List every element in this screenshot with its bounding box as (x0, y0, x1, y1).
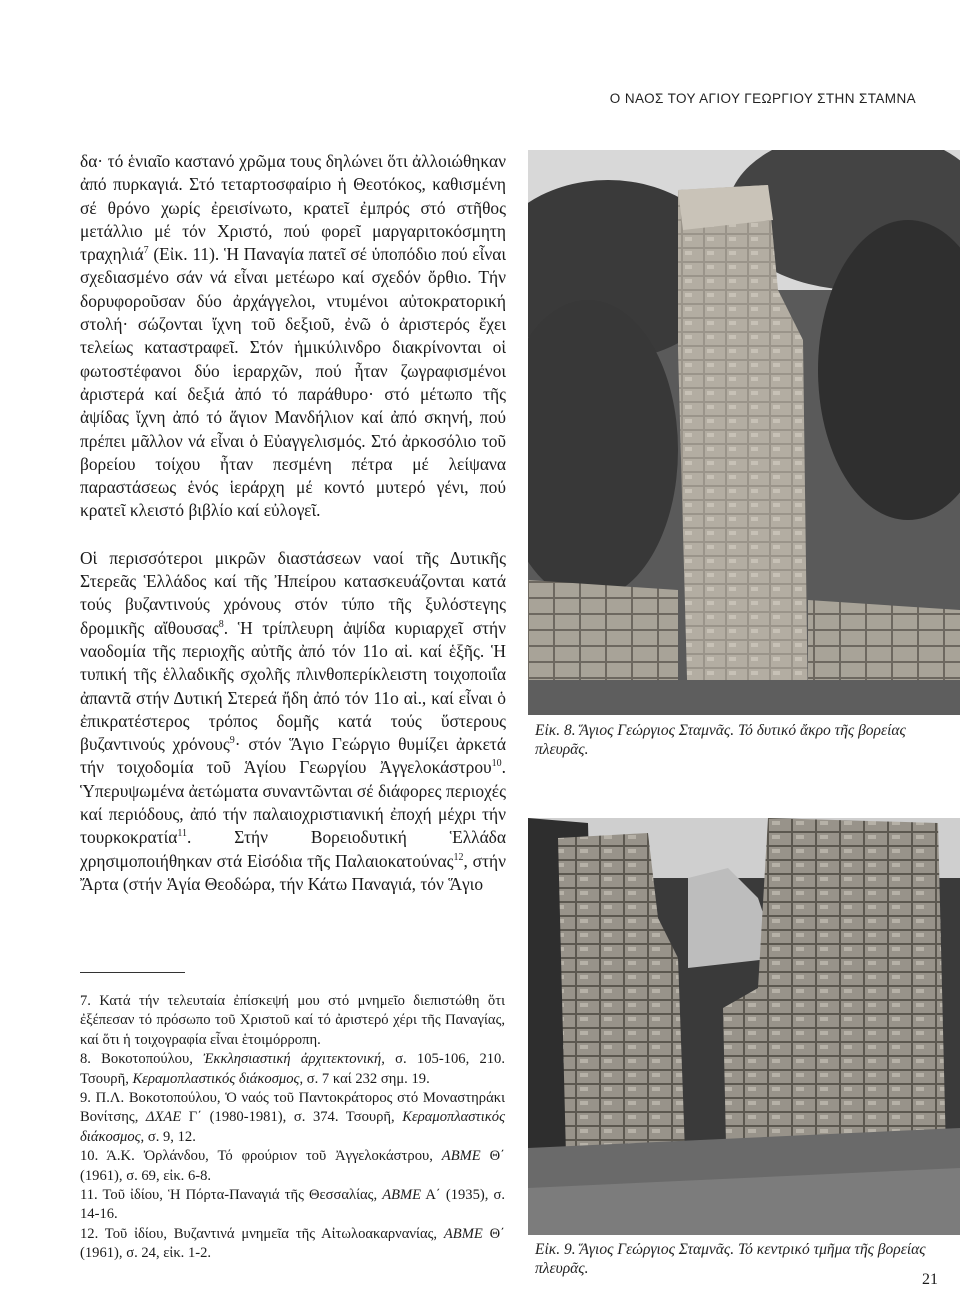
footnote-11-journal: ΑΒΜΕ (382, 1187, 422, 1204)
paragraph-1 (80, 150, 506, 523)
footnote-10-journal: ΑΒΜΕ (441, 1148, 481, 1165)
paragraph-1-text-b: (Εἰκ. 11). Ἡ Παναγία πατεῖ σέ ὑποπόδιο πού εἶναι σχεδιασμένο σάν νά εἶναι μετέωρο καί σχεδόν ὄρθιο. Τήν δορυφοροῦσαν δύο ἀρχάγγελοι, ντυμένοι αὐτοκρατορική στολή· σώζονται ἴχνη τοῦ δεξιοῦ, ἐνῶ ὁ ἀριστερός ἔχει τελείως καταστραφεῖ. Στόν ἡμικύλινδρο διακρίνονται οἱ φωτοστέφανοι δύο ἱεραρχῶν, πού ἦταν ζωγραφισμένοι ἀριστερά καί δεξιά ἀπό τό παράθυρο· στό μέτωπο τῆς ἀψίδας ἴχνη ἀπό τό ἅγιον Μανδήλιον καί ἀπό σκηνή, πού πρέπει μᾶλλον νά εἶναι ὁ Εὐαγγελισμός. Στό ἀρκοσόλιο τοῦ βορείου τοίχου ἦταν πεσμένη πέτρα μέ λείψανα παραστάσεως ἑνός ἱεράρχη μέ κοντό μυτερό γένι, πού κρατεῖ κλειστό βιβλίο καί εὐλογεῖ. (80, 244, 506, 521)
paragraph-2-text-d: . Ὑπερυψωμένα ἀετώματα συναντῶνται σέ διάφορες περιοχές καί περιόδους, ἀπό τήν παλαιοχριστιανική ἐποχή μέχρι τήν τουρκοκρατία (80, 757, 506, 848)
footnote-8-title-1: Ἐκκλησιαστική ἀρχιτεκτονική (203, 1051, 382, 1068)
footnote-8-text-a: 8. Βοκοτοπούλου, (80, 1051, 204, 1068)
footnote-ref-12: 12 (453, 851, 464, 863)
footnote-9 (80, 1089, 505, 1147)
footnote-8 (80, 1050, 505, 1089)
footnote-8-text-b: , σ. 105-106, 210. Τσουρῆ, (80, 1051, 506, 1087)
paragraph-2-text-c: · στόν Ἅγιο Γεώργιο θυμίζει ἀρκετά τήν τοιχοδομία τοῦ Ἁγίου Γεωργίου Ἀγγελοκάστρου (80, 734, 506, 778)
paragraph-2-text-f: , στήν Ἄρτα (στήν Ἁγία Θεοδώρα, τήν Κάτω Παναγιά, τόν Ἅγιο (80, 850, 506, 894)
paragraph-2 (80, 547, 506, 896)
footnote-8-text-c: , σ. 7 καί 232 σημ. 19. (299, 1070, 430, 1087)
footnote-9-text-a: 9. Π.Λ. Βοκοτοπούλου, Ὁ ναός τοῦ Παντοκράτορος στό Μοναστηράκι Βονίτσης, (80, 1090, 505, 1126)
footnote-11-text-a: 11. Τοῦ ἰδίου, Ἡ Πόρτα-Παναγιά τῆς Θεσσαλίας, (80, 1187, 383, 1204)
footnote-ref-7: 7 (143, 245, 149, 257)
paragraph-2-text-b: . Ἡ τρίπλευρη ἀψίδα κυριαρχεῖ στήν ναοδομία τῆς περιοχῆς αὐτῆς ἀπό τόν 11ο αἰ. καί ἑξῆς. Ἡ τυπική τῆς ἑλλαδικῆς σχολῆς πλινθοπερίκλειστη τοιχοποιΐα ἀπαντᾶ στήν Δυτική Στερεά ἤδη ἀπό τόν 11ο αἰ., καί εἶναι ὁ ἐπικρατέστερος τρόπος δομῆς κατά τούς ὕστερους βυζαντινούς χρόνους (80, 617, 506, 755)
footnote-12-text-b: Θ΄ (1961), σ. 24, εἰκ. 1-2. (80, 1225, 505, 1262)
footnote-9-title: Κεραμοπλαστικός διάκοσμος (80, 1109, 505, 1145)
footnote-12-text-a: 12. Τοῦ ἰδίου, Βυζαντινά μνημεῖα τῆς Αἰτωλοακαρνανίας, (80, 1225, 444, 1242)
footnote-rule (80, 972, 185, 973)
footnote-11-text-b: Α΄ (1935), σ. 14-16. (80, 1187, 505, 1223)
footnote-10 (80, 1147, 505, 1186)
page-number: 21 (922, 1271, 938, 1288)
figure-8-photo (528, 150, 960, 715)
footnotes (80, 992, 505, 1264)
footnote-7: 7. Κατά τήν τελευταία ἐπίσκεψή μου στό μνημεῖο διεπιστώθη ὅτι ἐξέπεσαν τό πρόσωπο τοῦ Χριστοῦ καί τό ἀριστερό χέρι τῆς Παναγίας, καί ὅτι ἡ τοιχογραφία εἶναι ἑτοιμόρροπη. (80, 993, 505, 1048)
footnote-9-text-b: Γ΄ (1980-1981), σ. 374. Τσουρῆ, (181, 1109, 403, 1126)
footnote-ref-8: 8 (218, 618, 224, 630)
footnote-11 (80, 1186, 505, 1225)
footnote-12 (80, 1225, 505, 1264)
footnote-12-journal: ΑΒΜΕ (443, 1225, 483, 1242)
footnote-ref-9: 9 (229, 735, 235, 747)
figure-9-photo (528, 818, 960, 1235)
footnote-10-text-b: Θ΄ (1961), σ. 69, εἰκ. 6-8. (80, 1148, 505, 1184)
paragraph-2-text-a: Οἱ περισσότεροι μικρῶν διαστάσεων ναοί τῆς Δυτικῆς Στερεᾶς Ἑλλάδος καί τῆς Ἠπείρου κατασκευάζονται κατά τούς βυζαντινούς χρόνους στόν τύπο τῆς ξυλόστεγης δρομικῆς αἴθουσας (80, 547, 506, 638)
footnote-8-title-2: Κεραμοπλαστικός διάκοσμος (132, 1070, 300, 1087)
footnote-ref-10: 10 (491, 758, 502, 770)
running-head: Ο ΝΑΟΣ ΤΟΥ ΑΓΙΟΥ ΓΕΩΡΓΙΟΥ ΣΤΗΝ ΣΤΑΜΝΑ (609, 91, 916, 106)
paragraph-2-text-e: . Στήν Βορειοδυτική Ἑλλάδα χρησιμοποιήθηκαν στά Εἰσόδια τῆς Παλαιοκατούνας (80, 827, 506, 871)
main-text-column (80, 150, 506, 896)
paragraph-1-text-a: δα· τό ἑνιαῖο καστανό χρῶμα τους δηλώνει ὅτι ἀλλοιώθηκαν ἀπό πυρκαγιά. Στό τεταρτοσφαίριο ἡ Θεοτόκος, καθισμένη σέ θρόνο χωρίς ἐρεισίνωτο, κρατεῖ ἐμπρός στό στῆθος μετάλλιο μέ τόν Χριστό, πού φορεῖ μαργαριτοκόσμητη τραχηλιά (80, 151, 506, 265)
footnote-9-text-c: , σ. 9, 12. (140, 1128, 196, 1145)
footnote-10-text-a: 10. Ά.Κ. Ὀρλάνδου, Τό φρούριον τοῦ Ἀγγελοκάστρου, (80, 1148, 442, 1165)
figure-8-caption: Εἰκ. 8. Ἅγιος Γεώργιος Σταμνᾶς. Τό δυτικό ἄκρο τῆς βορείας πλευρᾶς. (535, 722, 906, 758)
figure-9-caption: Εἰκ. 9. Ἅγιος Γεώργιος Σταμνᾶς. Τό κεντρικό τμῆμα τῆς βορείας πλευρᾶς. (535, 1241, 926, 1277)
footnote-ref-11: 11 (177, 828, 188, 840)
footnote-9-journal: ΔΧΑΕ (145, 1109, 182, 1126)
